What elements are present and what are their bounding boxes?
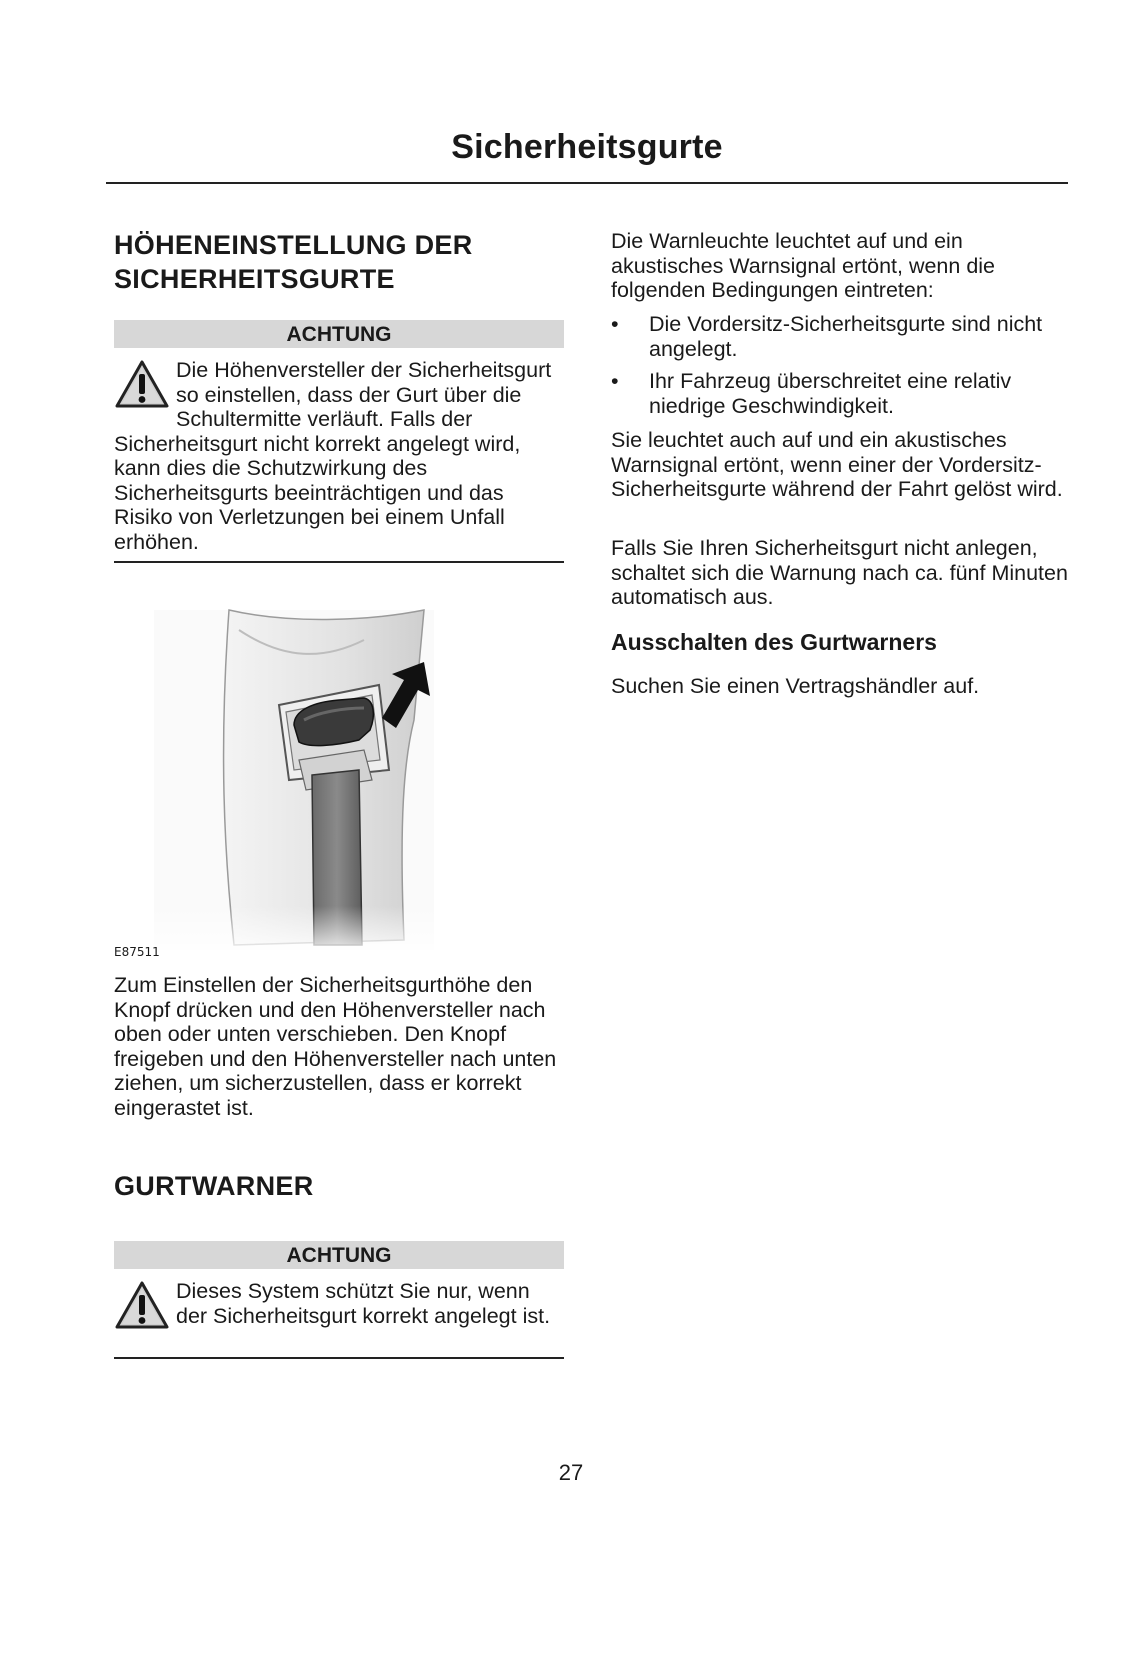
warning-triangle-icon xyxy=(114,358,170,410)
page-title: Sicherheitsgurte xyxy=(451,128,723,166)
section-heading-belt-warning: GURTWARNER xyxy=(114,1171,314,1201)
warning-box xyxy=(114,358,564,554)
page-number: 27 xyxy=(558,1460,584,1485)
warning-header: ACHTUNG xyxy=(114,1241,564,1269)
list-item-text: Ihr Fahrzeug überschreitet eine relativ niedrige Geschwindigkeit. xyxy=(649,369,1012,418)
bullet-symbol: • xyxy=(611,312,619,336)
warning-light-paragraph-2: Sie leuchtet auch auf und ein akustisches Warnsignal ertönt, wenn einer der Vordersitz-Sicherheitsgurte während der Fahrt gelöst wird. xyxy=(611,428,1063,501)
warning-text: Die Höhenversteller der Sicherheitsgurt so einstellen, dass der Gurt über die Schultermitte verläuft. Falls der Sicherheitsgurt nicht korrekt angelegt wird, kann dies die Schutzwirkung des Sicherheitsgurts beeinträchtigen und das Risiko von Verletzungen bei einem Unfall erhöhen. xyxy=(114,358,552,554)
subheading-disable-belt-warning: Ausschalten des Gurtwarners xyxy=(611,629,937,655)
title-divider xyxy=(106,182,1068,184)
section-heading-line2: SICHERHEITSGURTE xyxy=(114,264,395,294)
warning-triangle-icon xyxy=(114,1279,170,1331)
section-heading-height-adjustment xyxy=(114,228,473,296)
adjustment-instructions: Zum Einstellen der Sicherheitsgurthöhe den Knopf drücken und den Höhenversteller nach oben oder unten verschieben. Den Knopf freigeben und den Höhenversteller nach unten ziehen, um sicherzustellen, dass er korrekt eingerastet ist. xyxy=(114,973,557,1120)
bullet-symbol: • xyxy=(611,369,619,393)
warning-box xyxy=(114,1279,564,1331)
warning-light-paragraph-3: Falls Sie Ihren Sicherheitsgurt nicht anlegen, schaltet sich die Warnung nach ca. fünf Minuten automatisch aus. xyxy=(611,536,1068,609)
seatbelt-height-adjuster-illustration xyxy=(114,600,534,960)
warning-divider xyxy=(114,561,564,563)
warning-text: Dieses System schützt Sie nur, wenn der Sicherheitsgurt korrekt angelegt ist. xyxy=(176,1279,551,1328)
warning-light-intro: Die Warnleuchte leuchtet auf und ein akustisches Warnsignal ertönt, wenn die folgenden Bedingungen eintreten: xyxy=(611,229,996,302)
list-item-text: Die Vordersitz-Sicherheitsgurte sind nicht angelegt. xyxy=(649,312,1043,361)
conditions-list xyxy=(611,312,1071,426)
section-heading-line1: HÖHENEINSTELLUNG DER xyxy=(114,230,473,260)
warning-header: ACHTUNG xyxy=(114,320,564,348)
list-item xyxy=(611,369,1071,418)
warning-divider xyxy=(114,1357,564,1359)
figure-code: E87511 xyxy=(114,945,160,959)
list-item xyxy=(611,312,1071,361)
dealer-instruction: Suchen Sie einen Vertragshändler auf. xyxy=(611,674,980,698)
